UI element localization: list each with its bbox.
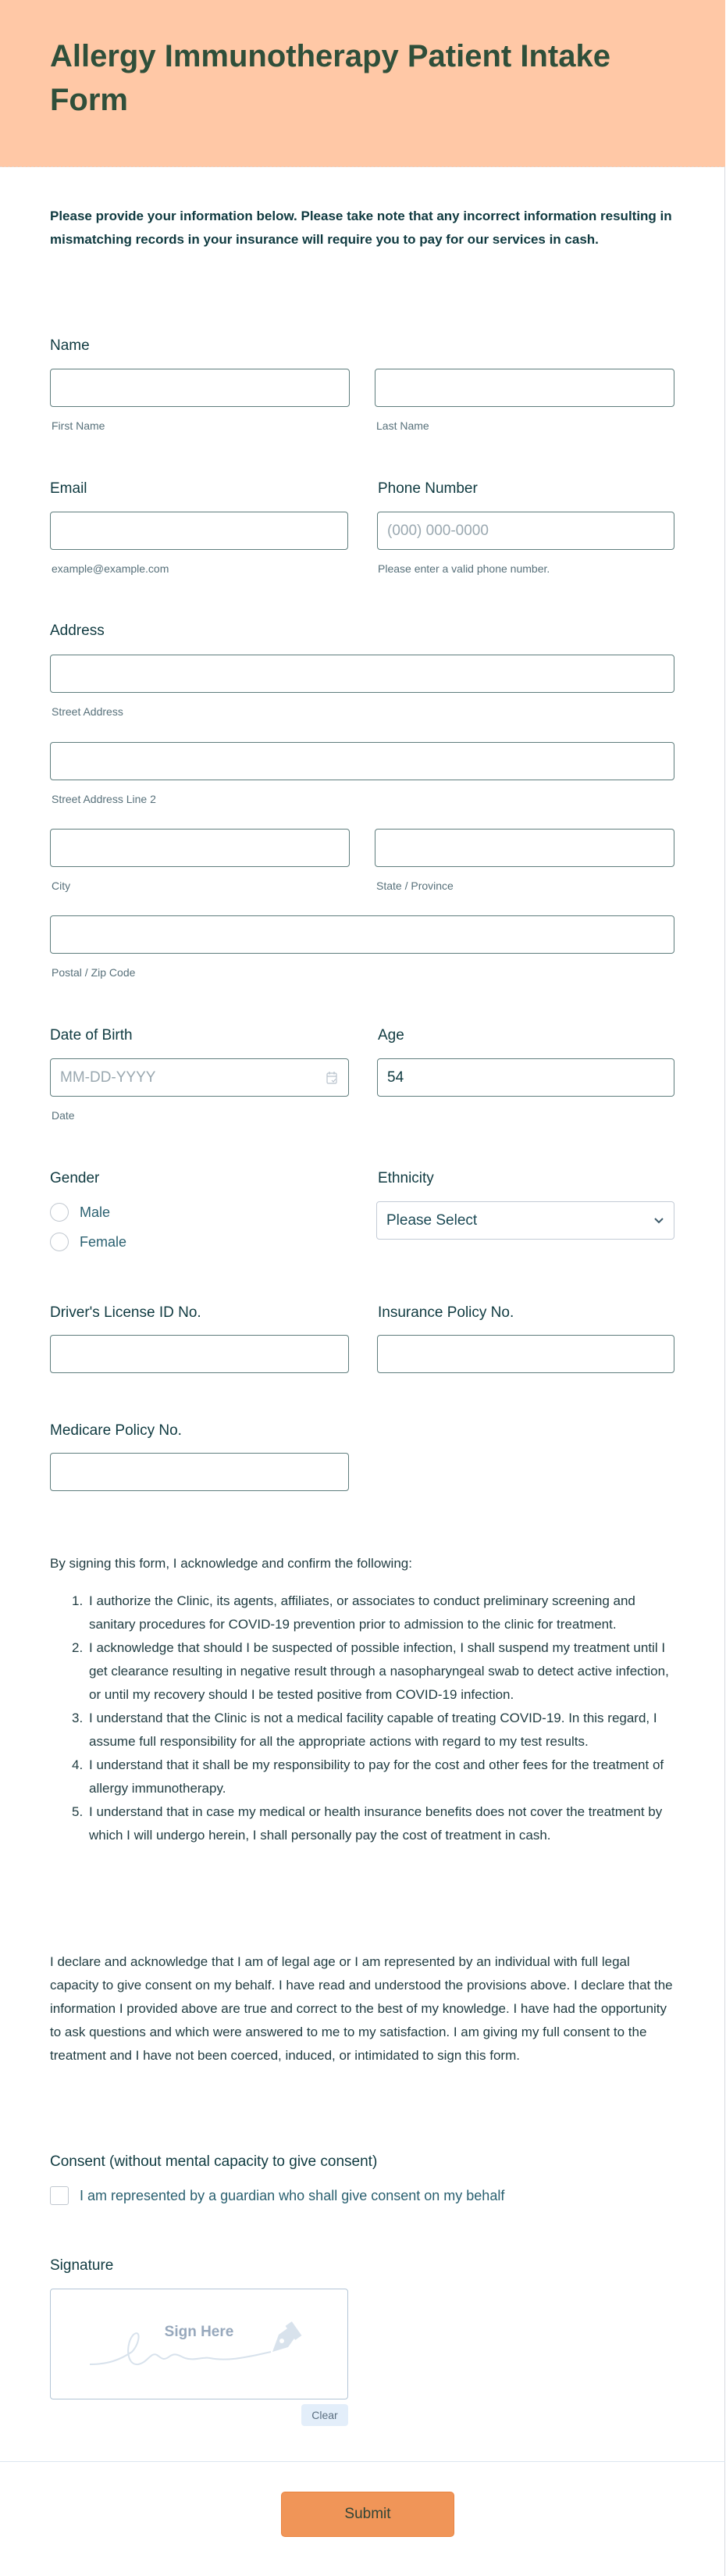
declaration-text: I declare and acknowledge that I am of legal age or I am represented by an individual with full legal capacity to give consent on my behalf. I have read and understood the provisions above. I declare that the information I provided above are true and correct to the best of my knowledge. I have had the opportunity to ask questions and which were answered to me to my satisfaction. I am giving my full consent to the treatment and I have not been coerced, induced, or intimidated to sign this form. <box>50 1954 673 2063</box>
dob-placeholder: MM-DD-YYYY <box>60 1069 156 1086</box>
age-input[interactable]: 54 <box>377 1058 674 1097</box>
phone-sublabel: Please enter a valid phone number. <box>378 562 550 575</box>
acknowledgment-item: 4. I understand that it shall be my responsibility to pay for the cost and other fees for the treatment of allergy immunotherapy. <box>72 1757 664 1796</box>
medicare-input[interactable] <box>50 1453 349 1491</box>
form-intro: Please provide your information below. Please take note that any incorrect information resulting in mismatching records in your insurance will require you to pay for our services in cash. <box>50 209 672 247</box>
insurance-input[interactable] <box>377 1335 674 1373</box>
calendar-icon[interactable] <box>326 1071 337 1084</box>
acknowledgment-item: 3. I understand that the Clinic is not a medical facility capable of treating COVID-19. In this regard, I assume full responsibility for all the appropriate actions with regard to my test results. <box>72 1711 657 1749</box>
phone-label: Phone Number <box>378 480 478 497</box>
email-input[interactable] <box>50 512 348 550</box>
acknowledgment-intro: By signing this form, I acknowledge and confirm the following: <box>50 1556 412 1571</box>
clear-signature-button[interactable]: Clear <box>301 2404 348 2426</box>
gender-option-male[interactable]: Male <box>50 1203 110 1222</box>
submit-button[interactable]: Submit <box>281 2492 454 2537</box>
email-label: Email <box>50 480 87 497</box>
drivers-license-label: Driver's License ID No. <box>50 1304 201 1321</box>
form-header <box>0 0 725 167</box>
chevron-down-icon <box>653 1217 664 1225</box>
phone-placeholder: (000) 000-0000 <box>387 522 489 539</box>
gender-option-female[interactable]: Female <box>50 1233 126 1251</box>
radio-female[interactable] <box>50 1233 69 1251</box>
dob-input[interactable] <box>50 1058 349 1097</box>
address-label: Address <box>50 623 105 639</box>
zip-code-sublabel: Postal / Zip Code <box>52 966 136 979</box>
dob-sublabel: Date <box>52 1109 75 1122</box>
acknowledgment-item: 1. I authorize the Clinic, its agents, affiliates, or associates to conduct preliminary screening and sanitary procedures for COVID-19 prevention prior to admission to the clinic for treatment. <box>72 1593 635 1632</box>
acknowledgment-item: 5. I understand that in case my medical or health insurance benefits does not cover the treatment by which I will undergo herein, I shall personally pay the cost of treatment in cash. <box>72 1804 663 1843</box>
street-address-sublabel: Street Address <box>52 705 123 718</box>
ethnicity-label: Ethnicity <box>378 1170 434 1186</box>
sign-here-placeholder: Sign Here <box>164 2324 234 2340</box>
name-label: Name <box>50 337 90 354</box>
acknowledgment-item: 2. I acknowledge that should I be suspected of possible infection, I shall suspend my treatment until I get clearance resulting in negative result through a nasopharyngeal swab to detect active infection, or until my recovery should I be tested positive from COVID-19 infection. <box>72 1640 669 1702</box>
gender-label: Gender <box>50 1170 100 1186</box>
street-address-input[interactable] <box>50 655 674 693</box>
first-name-input[interactable] <box>50 369 350 407</box>
guardian-consent-checkbox[interactable] <box>50 2186 69 2205</box>
street-address-line2-sublabel: Street Address Line 2 <box>52 793 156 805</box>
consent-label: Consent (without mental capacity to give consent) <box>50 2153 378 2170</box>
city-sublabel: City <box>52 879 71 892</box>
signature-label: Signature <box>50 2257 114 2274</box>
last-name-input[interactable] <box>375 369 674 407</box>
email-sublabel: example@example.com <box>52 562 169 575</box>
last-name-sublabel: Last Name <box>376 419 429 432</box>
form-title: Allergy Immunotherapy Patient Intake Form <box>50 39 610 117</box>
ethnicity-select[interactable]: Please Select <box>376 1201 674 1240</box>
acknowledgment-list <box>50 1589 674 1847</box>
guardian-consent-option[interactable]: I am represented by a guardian who shall give consent on my behalf <box>50 2186 504 2205</box>
street-address-line2-input[interactable] <box>50 742 674 780</box>
city-input[interactable] <box>50 829 350 867</box>
phone-input[interactable] <box>377 512 674 550</box>
radio-male[interactable] <box>50 1203 69 1222</box>
zip-code-input[interactable] <box>50 915 674 954</box>
first-name-sublabel: First Name <box>52 419 105 432</box>
footer-divider <box>0 2461 725 2462</box>
signature-pad[interactable] <box>50 2289 348 2399</box>
age-label: Age <box>378 1027 404 1044</box>
insurance-label: Insurance Policy No. <box>378 1304 514 1321</box>
state-input[interactable] <box>375 829 674 867</box>
drivers-license-input[interactable] <box>50 1335 349 1373</box>
dob-label: Date of Birth <box>50 1027 133 1044</box>
medicare-label: Medicare Policy No. <box>50 1422 182 1439</box>
state-sublabel: State / Province <box>376 879 454 892</box>
